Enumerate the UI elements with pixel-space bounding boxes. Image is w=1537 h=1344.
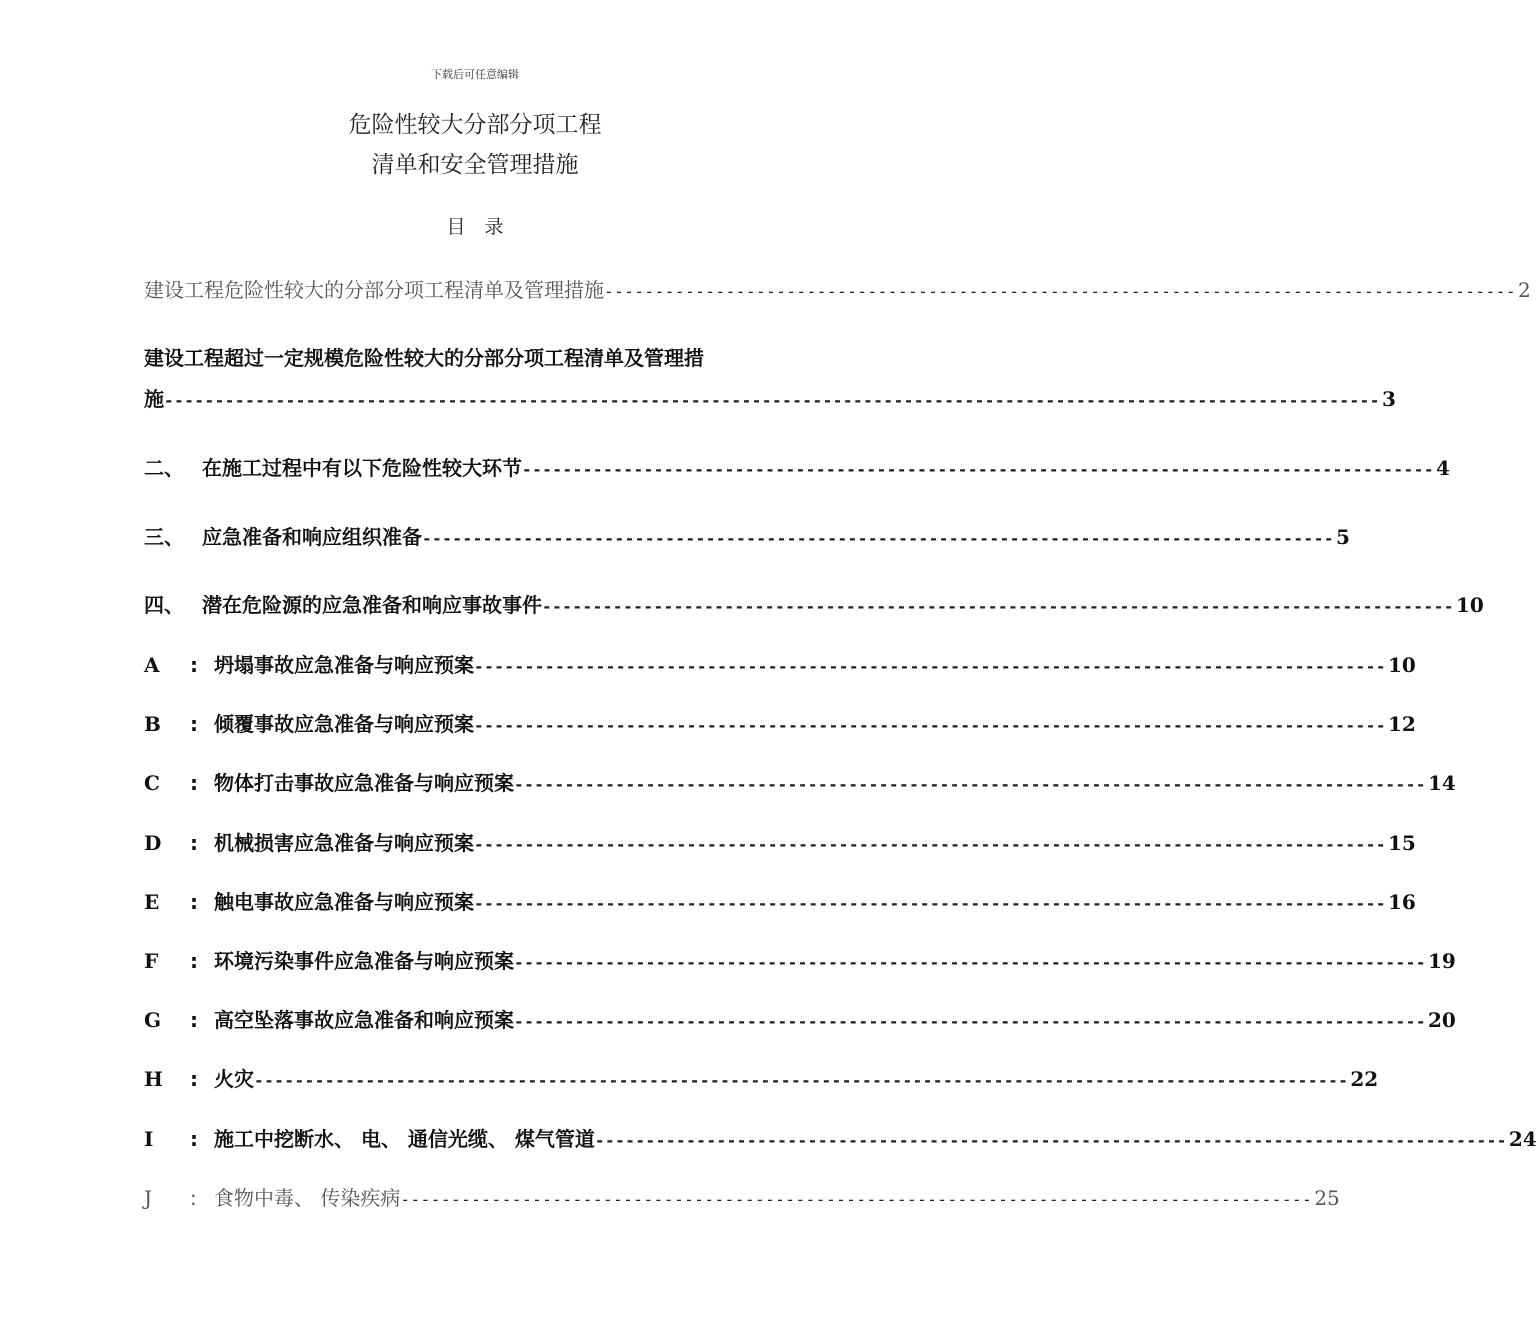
toc-item-text: 火灾 <box>214 1067 254 1091</box>
toc-leader: ------------------------------------------------------------------------------------------ <box>542 597 1454 616</box>
toc-entry-text: 潜在危险源的应急准备和响应事故事件 <box>202 593 542 617</box>
toc-leader: ------------------------------------------------------------------------------------------ <box>522 460 1434 479</box>
toc-item-letter: D <box>144 831 162 855</box>
toc-item-text: 触电事故应急准备与响应预案 <box>214 890 474 914</box>
toc-page-number: 24 <box>1508 1127 1537 1151</box>
toc-leader: ------------------------------------------------------------------------------------------ <box>514 1012 1426 1031</box>
toc-item-text: 环境污染事件应急准备与响应预案 <box>214 949 514 973</box>
toc-page-number: 16 <box>1387 890 1416 914</box>
toc-item-text: 食物中毒、 传染疾病 <box>214 1186 401 1210</box>
toc-page-number: 3 <box>1381 387 1396 411</box>
toc-page-number: 25 <box>1314 1186 1340 1210</box>
toc-subentry-a[interactable] <box>144 651 1416 681</box>
toc-leader: ------------------------------------------------------------------------------------------ <box>514 775 1426 794</box>
toc-entry[interactable] <box>144 454 1450 484</box>
document-title-line-1: 危险性较大分部分项工程 <box>348 112 602 138</box>
toc-entry-number: 二、 <box>144 456 184 480</box>
toc-page-number: 5 <box>1335 525 1350 549</box>
toc-leader: ------------------------------------------------------------------------------------------------------------------------ <box>164 391 1380 410</box>
toc-item-colon: : <box>190 712 198 736</box>
toc-subentry-f[interactable] <box>144 947 1456 977</box>
toc-subentry-d[interactable] <box>144 829 1416 859</box>
toc-entry[interactable] <box>144 591 1484 621</box>
toc-page-number: 14 <box>1427 771 1456 795</box>
toc-entry[interactable] <box>144 523 1350 553</box>
document-title-line-2: 清单和安全管理措施 <box>371 152 579 178</box>
toc-item-letter: F <box>144 949 159 973</box>
toc-item-letter: I <box>144 1127 154 1151</box>
toc-page-number: 22 <box>1350 1067 1379 1091</box>
toc-leader: ------------------------------------------------------------------------------------------------------------ <box>254 1071 1349 1090</box>
toc-item-colon: : <box>190 1067 198 1091</box>
toc-item-text: 倾覆事故应急准备与响应预案 <box>214 712 474 736</box>
toc-entry-number: 四、 <box>144 593 184 617</box>
toc-item-colon: : <box>190 653 198 677</box>
toc-item-text: 物体打击事故应急准备与响应预案 <box>214 771 514 795</box>
toc-entry-text: 在施工过程中有以下危险性较大环节 <box>202 456 522 480</box>
toc-item-letter: C <box>144 771 160 795</box>
toc-entry[interactable] <box>144 276 1531 306</box>
toc-leader: ------------------------------------------------------------------------------------------ <box>604 282 1516 301</box>
toc-entry-text: 应急准备和响应组织准备 <box>202 525 422 549</box>
toc-entry[interactable] <box>144 385 1396 415</box>
toc-leader: ------------------------------------------------------------------------------------------ <box>474 835 1386 854</box>
toc-item-letter: G <box>144 1008 162 1032</box>
toc-leader: ------------------------------------------------------------------------------------------ <box>422 529 1334 548</box>
toc-entry-text-line-1[interactable]: 建设工程超过一定规模危险性较大的分部分项工程清单及管理措 <box>144 346 704 370</box>
toc-item-colon: : <box>190 771 198 795</box>
toc-item-text: 高空坠落事故应急准备和响应预案 <box>214 1008 514 1032</box>
toc-item-colon: : <box>190 1127 198 1151</box>
toc-page-number: 2 <box>1517 278 1531 302</box>
toc-item-colon: : <box>190 949 198 973</box>
toc-leader: ------------------------------------------------------------------------------------------ <box>474 716 1386 735</box>
toc-page-number: 15 <box>1387 831 1416 855</box>
toc-heading: 目 录 <box>446 216 504 238</box>
toc-item-text: 机械损害应急准备与响应预案 <box>214 831 474 855</box>
toc-entry-text: 建设工程危险性较大的分部分项工程清单及管理措施 <box>144 278 604 302</box>
toc-item-text: 施工中挖断水、 电、 通信光缆、 煤气管道 <box>214 1127 595 1151</box>
toc-item-colon: : <box>190 831 198 855</box>
toc-page-number: 19 <box>1427 949 1456 973</box>
toc-page-number: 4 <box>1435 456 1450 480</box>
toc-leader: ------------------------------------------------------------------------------------------ <box>594 1131 1507 1150</box>
toc-entry-number: 三、 <box>144 525 184 549</box>
toc-page-number: 12 <box>1387 712 1416 736</box>
toc-page-number: 10 <box>1387 653 1416 677</box>
toc-entry-text-line-2: 施 <box>144 387 164 411</box>
toc-item-letter: B <box>144 712 161 736</box>
toc-subentry-c[interactable] <box>144 769 1456 799</box>
toc-subentry-b[interactable] <box>144 710 1416 740</box>
toc-item-colon: : <box>190 1186 197 1210</box>
toc-item-letter: A <box>144 653 160 677</box>
toc-subentry-g[interactable] <box>144 1006 1456 1036</box>
toc-page-number: 20 <box>1427 1008 1456 1032</box>
toc-page-number: 10 <box>1455 593 1484 617</box>
toc-item-colon: : <box>190 1008 198 1032</box>
toc-item-colon: : <box>190 890 198 914</box>
header-note: 下载后可任意编辑 <box>431 68 519 81</box>
toc-subentry-i[interactable] <box>144 1125 1537 1155</box>
toc-leader: ------------------------------------------------------------------------------------------ <box>514 953 1426 972</box>
toc-subentry-h[interactable] <box>144 1065 1379 1095</box>
toc-leader: ------------------------------------------------------------------------------------------ <box>474 657 1386 676</box>
toc-leader: ------------------------------------------------------------------------------------------ <box>400 1190 1313 1209</box>
toc-item-letter: H <box>144 1067 163 1091</box>
toc-subentry-e[interactable] <box>144 888 1416 918</box>
toc-item-letter: E <box>144 890 160 914</box>
toc-leader: ------------------------------------------------------------------------------------------ <box>474 894 1386 913</box>
toc-item-text: 坍塌事故应急准备与响应预案 <box>214 653 474 677</box>
toc-subentry-j[interactable] <box>144 1184 1340 1214</box>
toc-item-letter: J <box>144 1186 153 1210</box>
